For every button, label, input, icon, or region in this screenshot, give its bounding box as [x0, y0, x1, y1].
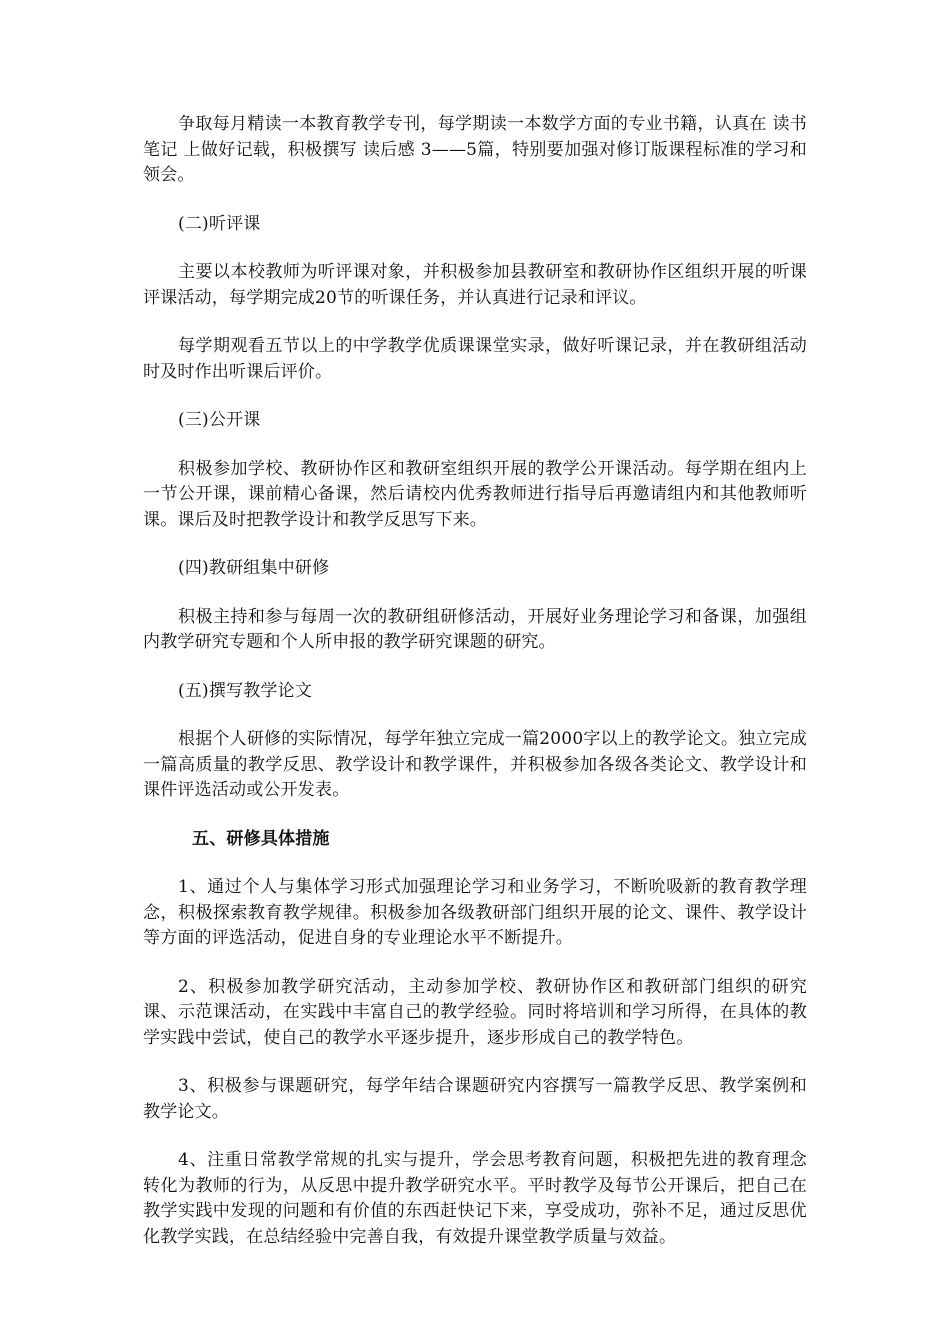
section-heading-measures: 五、研修具体措施 — [192, 828, 330, 849]
measure-item-2: 2、积极参加教学研究活动，主动参加学校、教研协作区和教研部门组织的研究课、示范课活动，在实践中丰富自己的教学经验。同时将培训和学习所得，在具体的教学实践中尝试，使自己的教学水平逐步提升，逐步形成自己的教学特色。 — [143, 976, 807, 1048]
measure-item-3: 3、积极参与课题研究，每学年结合课题研究内容撰写一篇教学反思、教学案例和教学论文。 — [143, 1076, 807, 1122]
subheading-papers: (五)撰写教学论文 — [178, 680, 313, 701]
subheading-lesson-evaluation: (二)听评课 — [178, 213, 261, 234]
subheading-group-training: (四)教研组集中研修 — [178, 558, 330, 578]
paragraph-lesson-evaluation: 主要以本校教师为听评课对象，并积极参加县教研室和教研协作区组织开展的听课评课活动，每学期完成20节的听课任务，并认真进行记录和评议。 — [143, 262, 807, 308]
paragraph-open-class: 积极参加学校、教研协作区和教研室组织开展的教学公开课活动。每学期在组内上一节公开课，课前精心备课，然后请校内优秀教师进行指导后再邀请组内和其他教师听课。课后及时把教学设计和教学反思写下来。 — [143, 458, 807, 530]
measure-item-4: 4、注重日常教学常规的扎实与提升，学会思考教育问题，积极把先进的教育理念转化为教师的行为，从反思中提升教学研究水平。平时教学及每节公开课后，把自己在教学实践中发现的问题和有价值的东西赶快记下来，享受成功，弥补不足，通过反思优化教学实践，在总结经验中完善自我，有效提升课堂教学质量与效益。 — [143, 1150, 807, 1247]
paragraph-group-training: 积极主持和参与每周一次的教研组研修活动，开展好业务理论学习和备课，加强组内教学研究专题和个人所申报的教学研究课题的研究。 — [143, 606, 807, 652]
paragraph-papers: 根据个人研修的实际情况，每学年独立完成一篇2000字以上的教学论文。独立完成一篇高质量的教学反思、教学设计和教学课件，并积极参加各级各类论文、教学设计和课件评选活动或公开发表。 — [143, 729, 807, 800]
measure-item-1: 1、通过个人与集体学习形式加强理论学习和业务学习，不断吮吸新的教育教学理念，积极探索教育教学规律。积极参加各级教研部门组织开展的论文、课件、教学设计等方面的评选活动，促进自身的专业理论水平不断提升。 — [143, 877, 807, 948]
paragraph-reading: 争取每月精读一本教育教学专刊，每学期读一本数学方面的专业书籍，认真在 读书笔记 上做好记载，积极撰写 读后感 3——5篇，特别要加强对修订版课程标准的学习和领会。 — [143, 114, 807, 185]
paragraph-video-lessons: 每学期观看五节以上的中学教学优质课课堂实录，做好听课记录，并在教研组活动时及时作出听课后评价。 — [143, 336, 807, 382]
document-page — [143, 112, 807, 1250]
subheading-open-class: (三)公开课 — [178, 410, 261, 430]
